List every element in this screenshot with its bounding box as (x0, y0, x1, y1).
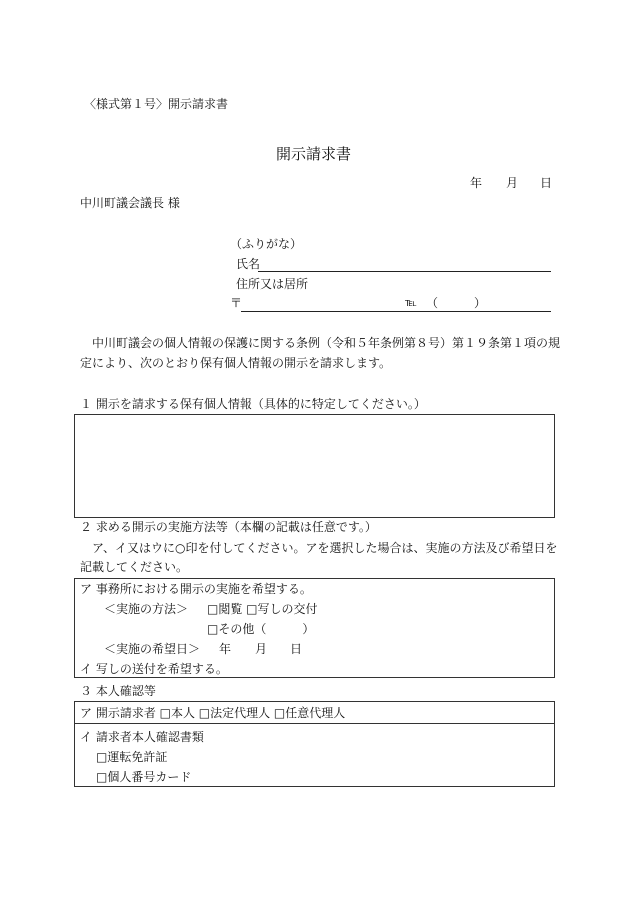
id-documents-title: イ 請求者本人確認書類 (80, 730, 204, 744)
id-doc-drivers-license[interactable]: □運転免許証 (96, 750, 168, 764)
tel-parentheses: （ ） (426, 296, 487, 310)
address-label: 住所又は居所 (236, 277, 309, 291)
furigana-label: （ふりがな） (230, 237, 303, 251)
option-a-office-disclosure[interactable]: ア 事務所における開示の実施を希望する。 (80, 582, 312, 596)
method-option-other[interactable]: □その他（ ） (207, 622, 315, 636)
date-day-label: 日 (540, 176, 553, 190)
requester-type-row[interactable]: ア 開示請求者 □本人 □法定代理人 □任意代理人 (80, 706, 346, 720)
date-month-label: 月 (506, 176, 519, 190)
section3-heading: ３ 本人確認等 (80, 684, 156, 698)
addressee: 中川町議会議長 様 (80, 196, 180, 210)
intro-line-2: 定により、次のとおり保有個人情報の開示を請求します。 (80, 356, 392, 370)
identity-row-divider (74, 723, 555, 724)
personal-info-textarea[interactable] (74, 414, 555, 518)
intro-line-1: 中川町議会の個人情報の保護に関する条例（令和５年条例第８号）第１９条第１項の規 (92, 336, 561, 350)
id-doc-my-number-card[interactable]: □個人番号カード (96, 770, 192, 784)
section2-heading: ２ 求める開示の実施方法等（本欄の記載は任意です。） (80, 520, 377, 534)
method-options-view-copy[interactable]: □閲覧 □写しの交付 (207, 602, 318, 616)
name-label: 氏名 (236, 257, 261, 271)
option-i-mail-copy[interactable]: イ 写しの送付を希望する。 (80, 662, 228, 676)
section1-heading: １ 開示を請求する保有個人情報（具体的に特定してください。） (80, 397, 426, 411)
postal-mark: 〒 (230, 296, 243, 310)
preferred-date-year[interactable]: 年 (219, 642, 232, 656)
method-label: ＜実施の方法＞ (104, 602, 189, 616)
preferred-date-month[interactable]: 月 (255, 642, 268, 656)
date-year-label: 年 (470, 176, 483, 190)
section2-note-2: 記載してください。 (80, 560, 189, 574)
section2-note-1: ア、イ又はウに○印を付してください。アを選択した場合は、実施の方法及び希望日を (92, 541, 558, 555)
address-field-line[interactable] (241, 311, 551, 312)
document-title: 開示請求書 (276, 145, 352, 163)
name-field-line[interactable] (258, 271, 551, 272)
tel-label: ℡ (405, 296, 417, 309)
preferred-date-label: ＜実施の希望日＞ (104, 642, 201, 656)
preferred-date-day[interactable]: 日 (290, 642, 303, 656)
form-number-label: 〈様式第１号〉開示請求書 (84, 97, 229, 111)
